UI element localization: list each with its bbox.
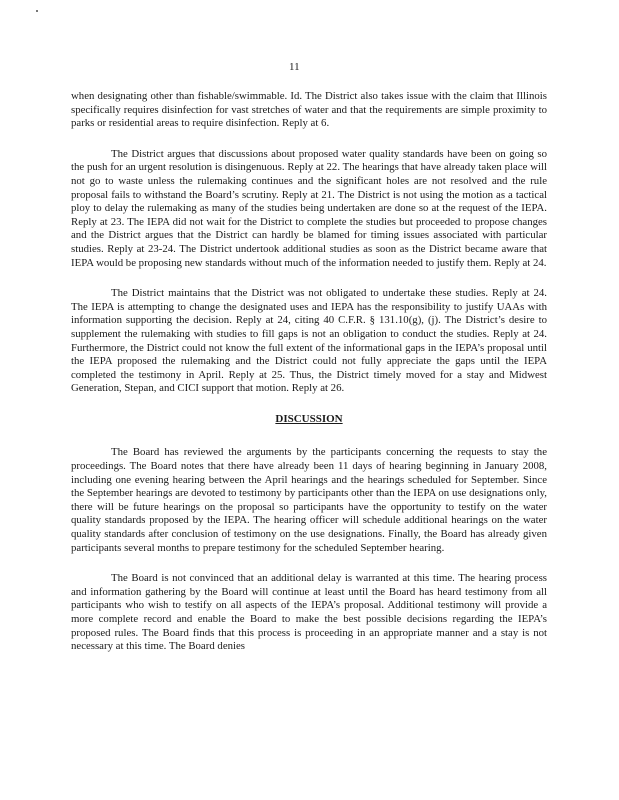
section-heading-discussion: DISCUSSION <box>275 412 343 425</box>
paragraph-4: The Board has reviewed the arguments by the participants concerning the requests to stay the proceedings. The Board notes that there have already been 11 days of hearing beginning in January 2008, including one evening hearing between the April hearings and the hearings scheduled for September. Since the September hearings are devoted to testimony by participants other than the IEPA on use designations only, there will be future hearings on the proposal so participants have the opportunity to testify on the water quality standards proposed by the IEPA. The hearing officer will schedule additional hearings on the water quality standards after conclusion of testimony on the use designations. Finally, the Board has already given participants several months to prepare testimony for the scheduled September hearing. <box>71 446 547 554</box>
paragraph-5: The Board is not convinced that an additional delay is warranted at this time. The hearing process and information gathering by the Board will continue at least until the Board has heard testimony from all participants who wish to testify on all aspects of the IEPA’s proposal. Additional testimony will provide a more complete record and enable the Board to make the best possible decisions regarding the IEPA’s proposed rules. The Board finds that this process is proceeding in an appropriate manner and a stay is not necessary at this time. The Board denies <box>71 572 547 653</box>
document-body <box>71 90 547 671</box>
paragraph-2: The District argues that discussions about proposed water quality standards have been on going so the push for an urgent resolution is disingenuous. Reply at 22. The hearings that have already taken place will not go to waste unless the rulemaking continues and the significant holes are not resolved and the rule proposal fails to withstand the Board’s scrutiny. Reply at 21. The District is not using the motion as a tactical ploy to delay the rulemaking as many of the studies being undertaken are done so at the request of the IEPA. Reply at 23. The IEPA did not wait for the District to complete the studies but proceeded to propose changes and the District argues that the District can hardly be blamed for timing issues associated with particular studies. Reply at 23-24. The District undertook additional studies as soon as the District became aware that IEPA would be proposing new standards without much of the information needed to justify them. Reply at 24. <box>71 147 547 269</box>
paragraph-3: The District maintains that the District was not obligated to undertake these studies. Reply at 24. The IEPA is attempting to change the designated uses and IEPA has the responsibility to justify UAAs with information supporting the decision. Reply at 24, citing 40 C.F.R. § 131.10(g), (j). The District’s desire to supplement the rulemaking with studies to fill gaps is not an obligation to conduct the studies. Reply at 24. Furthermore, the District could not know the full extent of the informational gaps in the IEPA’s proposal until the IEPA proposed the rulemaking and the District could not fully appreciate the gaps until the IEPA completed the testimony in April. Reply at 25. Thus, the District timely moved for a stay and Midwest Generation, Stepan, and CICI support that motion. Reply at 26. <box>71 287 547 395</box>
scan-mark <box>36 10 38 12</box>
page-number: 11 <box>289 61 300 73</box>
paragraph-1: when designating other than fishable/swimmable. Id. The District also takes issue with the claim that Illinois specifically requires disinfection for vast stretches of water and that the requirements are simple proximity to parks or residential areas to require disinfection. Reply at 6. <box>71 90 547 130</box>
